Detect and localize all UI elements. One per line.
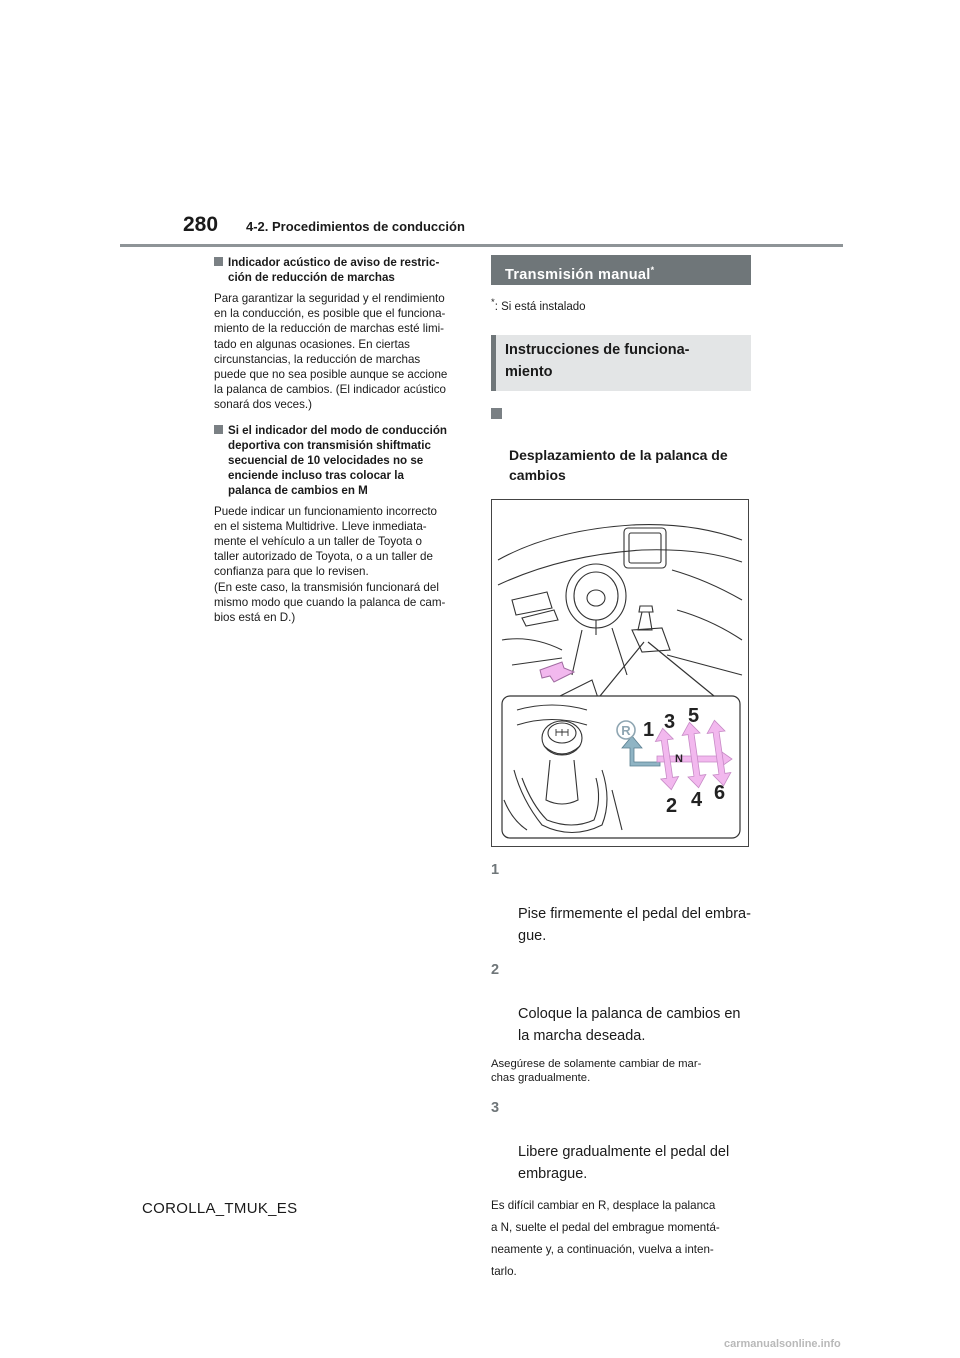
right-column (491, 255, 751, 1283)
square-bullet-icon (214, 425, 223, 434)
footnote-text: : Si está instalado (494, 300, 586, 313)
section-title: 4-2. Procedimientos de conducción (246, 219, 465, 234)
restriction-buzzer-heading (214, 255, 464, 285)
step-2-number: 2 (491, 961, 500, 978)
clutch-pedal-arrow-icon (540, 662, 574, 682)
label-gear-1: 1 (643, 718, 655, 741)
car-interior-drawing (498, 524, 742, 709)
restriction-buzzer-heading-text: Indicador acústico de aviso de restric- ción de reducción de marchas (228, 256, 440, 284)
label-r: R (621, 722, 631, 738)
label-gear-6: 6 (714, 781, 726, 804)
sport-mode-heading-text: Si el indicador del modo de conducción deportiva con transmisión shiftmatic secuencial de 10 velocidades no se enciende incluso tras colocar la palanca de cambios en M (228, 423, 448, 497)
shift-detail-inset (502, 696, 740, 838)
square-bullet-icon (491, 408, 502, 419)
restriction-buzzer-body: Para garantizar la seguridad y el rendimiento en la conducción, es posible que el funciona- miento de la reducción de marchas esté limi- tado en algunas ocasiones. En ciertas circunstancias, la reducción de marchas puede que no sea posible aunque se accione la palanca de cambios. (El indicador acústico sonará dos veces.) (214, 292, 448, 412)
label-gear-5: 5 (688, 704, 700, 727)
step-2-text: Coloque la palanca de cambios en la marcha deseada. (518, 1005, 741, 1044)
label-neutral: N (675, 752, 683, 765)
sport-mode-body: Puede indicar un funcionamiento incorrecto en el sistema Multidrive. Lleve inmediata- mente el vehículo a un taller de Toyota o taller autorizado de Toyota, o a un taller de confianza para que lo revisen. (En este caso, la transmisión funcionará del mismo modo que cuando la palanca de cam- bios está en D.) (214, 504, 446, 625)
shift-lever-heading (491, 405, 751, 485)
step-2 (491, 959, 751, 1047)
operating-instructions-banner (491, 335, 751, 391)
footer-model-code: COROLLA_TMUK_ES (142, 1200, 298, 1217)
gradual-shift-note: Asegúrese de solamente cambiar de mar- chas gradualmente. (491, 1057, 702, 1084)
step-1-text: Pise firmemente el pedal del embra- gue. (518, 905, 751, 944)
label-gear-3: 3 (664, 710, 676, 733)
square-bullet-icon (214, 257, 223, 266)
banner-accent-bar (491, 335, 496, 391)
reverse-difficulty-note: Es difícil cambiar en R, desplace la palanca a N, suelte el pedal del embrague momentá- neamente y, a continuación, vuelva a inten- tarlo. (491, 1198, 720, 1278)
footnote-asterisk: * (491, 297, 495, 308)
step-3 (491, 1097, 751, 1185)
page-number: 280 (183, 213, 219, 236)
step-1 (491, 859, 751, 947)
banner-asterisk: * (650, 265, 655, 275)
header-divider (120, 244, 843, 247)
shift-lever-heading-text: Desplazamiento de la palanca de cambios (509, 446, 728, 483)
operating-instructions-title: Instrucciones de funciona- miento (505, 341, 690, 380)
step-3-text: Libere gradualmente el pedal del embrague. (518, 1143, 730, 1182)
sport-mode-heading (214, 423, 464, 498)
step-1-number: 1 (491, 861, 500, 878)
watermark: carmanualsonline.info (724, 1338, 841, 1350)
manual-transmission-title: Transmisión manual (505, 266, 651, 283)
installed-footnote (491, 297, 751, 313)
callout-lines (600, 642, 714, 696)
label-gear-2: 2 (666, 794, 678, 817)
label-gear-4: 4 (691, 788, 703, 811)
manual-transmission-banner (491, 255, 751, 285)
gear-shift-diagram (492, 500, 748, 846)
left-column (214, 255, 464, 635)
step-3-number: 3 (491, 1099, 500, 1116)
shift-pattern-illustration (491, 499, 749, 847)
